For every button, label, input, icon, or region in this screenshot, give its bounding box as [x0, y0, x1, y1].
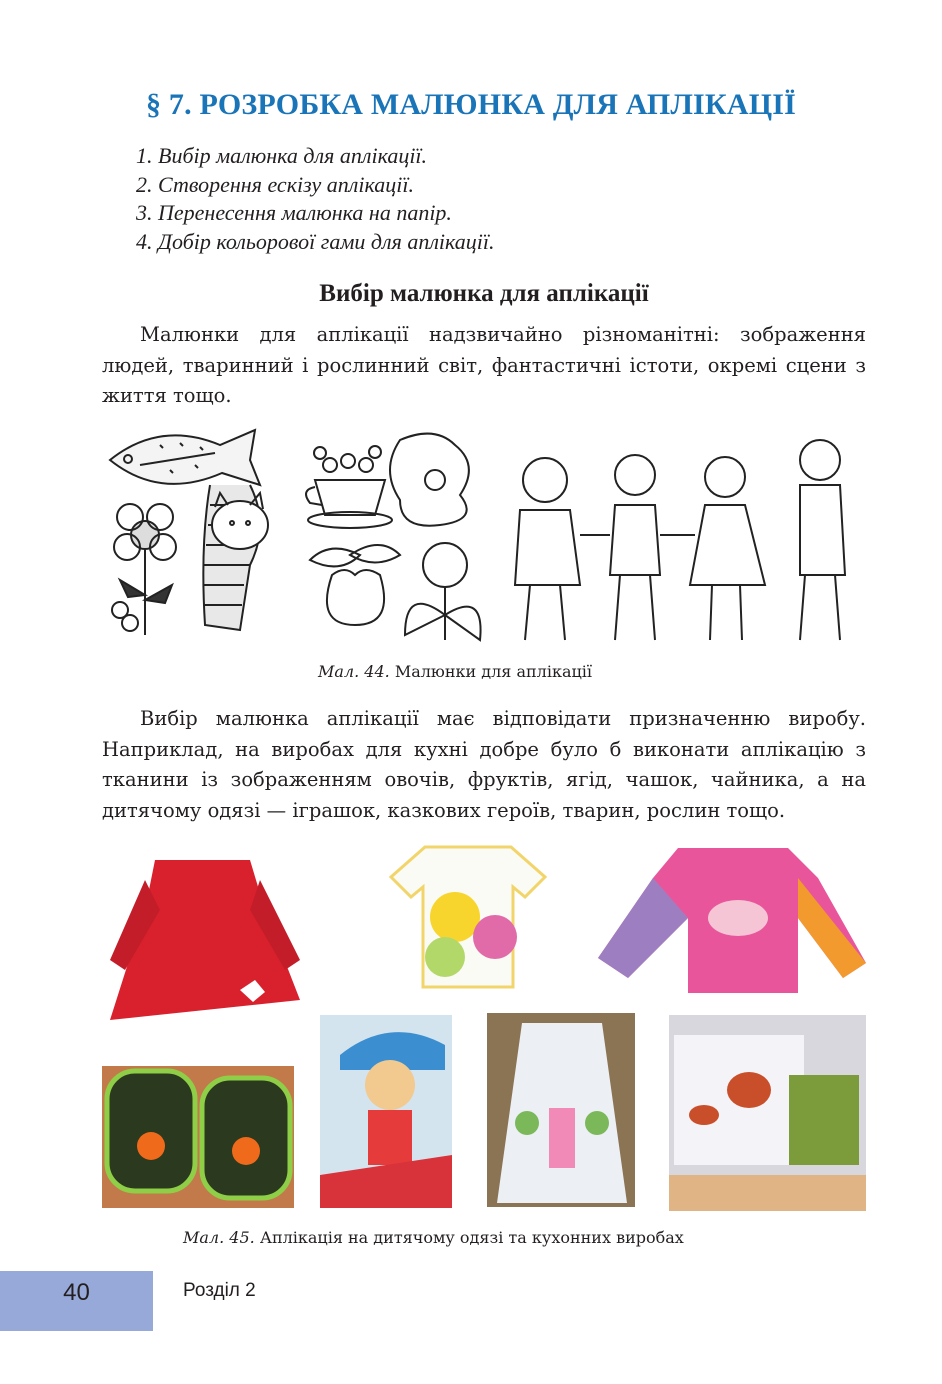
apple-drawing — [310, 545, 400, 625]
outline-item-1: 1. Вибір малюнка для аплікації. — [136, 143, 428, 168]
cat-drawing — [203, 485, 268, 630]
pink-longsleeve-photo — [598, 838, 866, 1000]
flower-drawing — [112, 504, 176, 635]
tulip-drawing — [405, 543, 481, 640]
flower-tile-drawing — [390, 434, 469, 526]
potholders-photo — [102, 1066, 294, 1208]
lesson-outline — [136, 142, 495, 256]
figure-45-caption: Мал. 45. Аплікація на дитячому одязі та кухонних виробах — [183, 1228, 684, 1247]
figure-44-drawings — [100, 425, 860, 650]
red-dress-photo — [100, 850, 310, 1030]
children-drawing — [515, 440, 845, 640]
outline-item-2: 2. Створення ескізу аплікації. — [136, 171, 414, 197]
page-number: 40 — [63, 1279, 90, 1306]
girl-applique-photo — [320, 1015, 452, 1208]
figure-44-caption: Мал. 44. Малюнки для аплікації — [318, 662, 592, 681]
paragraph-1: Малюнки для аплікації надзвичайно різноманітні: зображення людей, тваринний і рослинний світ, фантастичні істоти, окремі сцени з життя тощо. — [102, 323, 866, 407]
paragraph-2: Вибір малюнка аплікації має відповідати призначенню виробу. Наприклад, на виробах для кухні добре було б виконати аплікацію з тканини із зображенням овочів, фруктів, ягід, чашок, чайника, а на дитячому одязі — іграшок, казкових героїв, тварин, рослин тощо. — [102, 707, 866, 822]
section-heading: Вибір малюнка для аплікації — [319, 280, 649, 307]
kitchen-towel-photo — [669, 1015, 866, 1211]
outline-item-4: 4. Добір кольорової гами для аплікації. — [136, 228, 495, 254]
outline-item-3: 3. Перенесення малюнка на папір. — [136, 200, 452, 225]
page-title: § 7. РОЗРОБКА МАЛЮНКА ДЛЯ АПЛІКАЦІЇ — [146, 88, 796, 121]
fish-drawing — [110, 430, 260, 485]
cup-drawing — [306, 446, 392, 528]
apron-photo — [487, 1013, 635, 1207]
tshirt-photo — [385, 842, 551, 992]
section-label: Розділ 2 — [183, 1280, 256, 1301]
